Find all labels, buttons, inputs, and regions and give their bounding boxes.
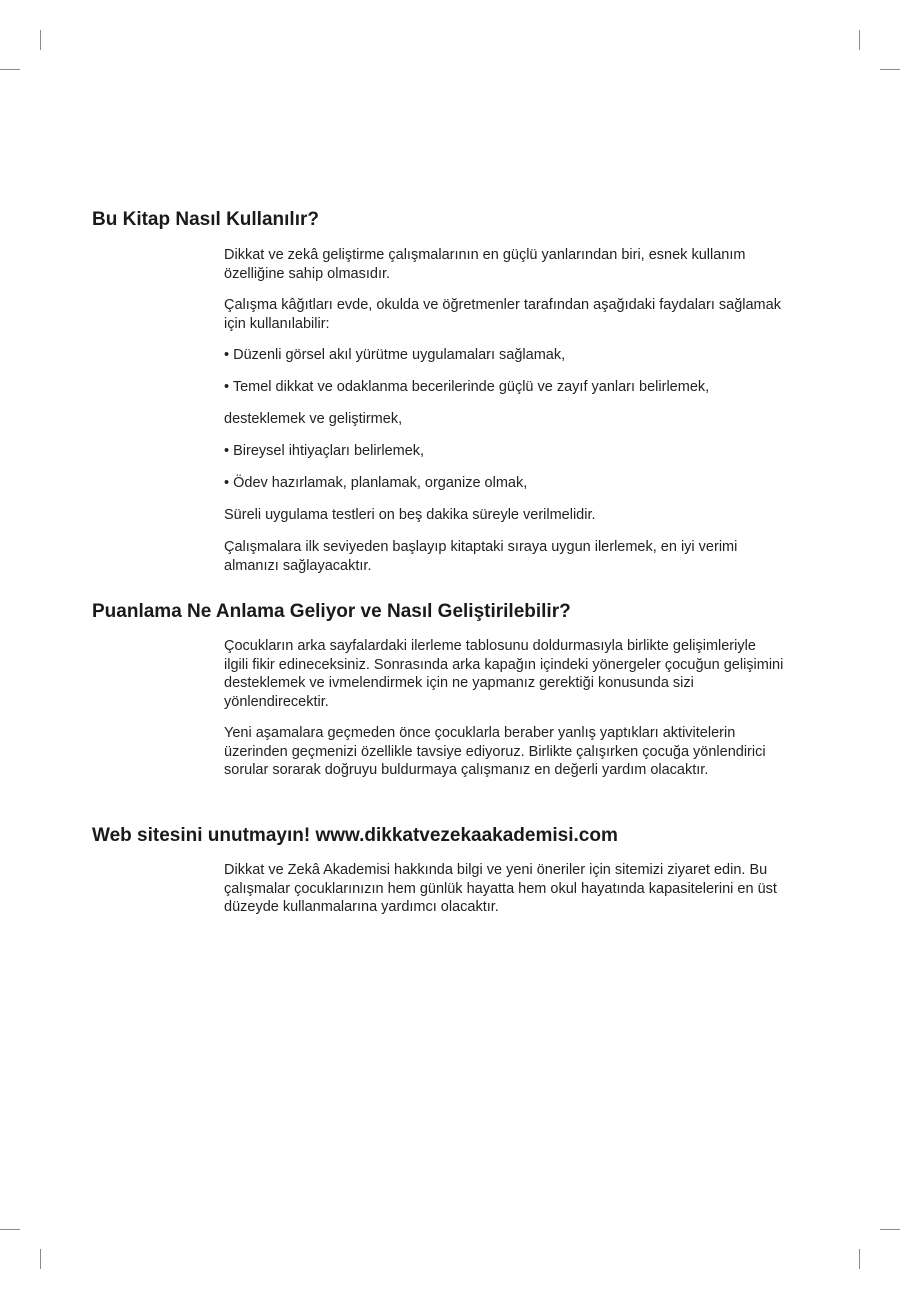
crop-mark-bottom-right-horizontal xyxy=(880,1229,900,1230)
paragraph: Çalışmalara ilk seviyeden başlayıp kitaptaki sıraya uygun ilerlemek, en iyi verimi almanızı sağlayacaktır. xyxy=(224,539,738,574)
paragraph: Süreli uygulama testleri on beş dakika süreyle verilmelidir. xyxy=(224,507,596,523)
section-heading-scoring: Puanlama Ne Anlama Geliyor ve Nasıl Geliştirilebilir? xyxy=(92,601,571,622)
paragraph: Çocukların arka sayfalardaki ilerleme tablosunu doldurmasıyla birlikte gelişimleriyle ilgili fikir edineceksiniz. Sonrasında arka kapağın içindeki yönergeler çocuğun gelişimini desteklemek ve ivmelendirmek için ne yapmanız gerektiği konusunda sizi yönlendirecektir. xyxy=(224,638,784,710)
crop-mark-bottom-left-horizontal xyxy=(0,1229,20,1230)
paragraph: desteklemek ve geliştirmek, xyxy=(224,411,403,427)
bullet-item: • Ödev hazırlamak, planlamak, organize olmak, xyxy=(224,475,528,491)
paragraph: Çalışma kâğıtları evde, okulda ve öğretmenler tarafından aşağıdaki faydaları sağlamak için kullanılabilir: xyxy=(224,297,781,332)
crop-mark-bottom-left-vertical xyxy=(40,1249,41,1269)
section-heading-how-to-use: Bu Kitap Nasıl Kullanılır? xyxy=(92,209,319,230)
paragraph: Dikkat ve zekâ geliştirme çalışmalarının en güçlü yanlarından biri, esnek kullanım özelliğine sahip olmasıdır. xyxy=(224,247,746,282)
paragraph: Dikkat ve Zekâ Akademisi hakkında bilgi ve yeni öneriler için sitemizi ziyaret edin. Bu çalışmalar çocuklarınızın hem günlük hayatta hem okul hayatında kapasitelerini en üst düzeyde kullanmalarına yardımcı olacaktır. xyxy=(224,862,777,915)
crop-mark-top-right-vertical xyxy=(859,30,860,50)
paragraph: Yeni aşamalara geçmeden önce çocuklarla beraber yanlış yaptıkları aktivitelerin üzerinden geçmenizi özellikle tavsiye ediyoruz. Birlikte çalışırken çocuğa yönlendirici sorular sorarak doğruyu buldurmaya çalışmanız en değerli yardım olacaktır. xyxy=(224,725,766,778)
section-heading-website: Web sitesini unutmayın! www.dikkatvezekaakademisi.com xyxy=(92,825,618,846)
crop-mark-top-left-horizontal xyxy=(0,69,20,70)
bullet-item: • Bireysel ihtiyaçları belirlemek, xyxy=(224,443,425,459)
bullet-item: • Düzenli görsel akıl yürütme uygulamaları sağlamak, xyxy=(224,347,566,363)
crop-mark-top-right-horizontal xyxy=(880,69,900,70)
bullet-item: • Temel dikkat ve odaklanma becerilerinde güçlü ve zayıf yanları belirlemek, xyxy=(224,379,710,395)
crop-mark-top-left-vertical xyxy=(40,30,41,50)
crop-mark-bottom-right-vertical xyxy=(859,1249,860,1269)
